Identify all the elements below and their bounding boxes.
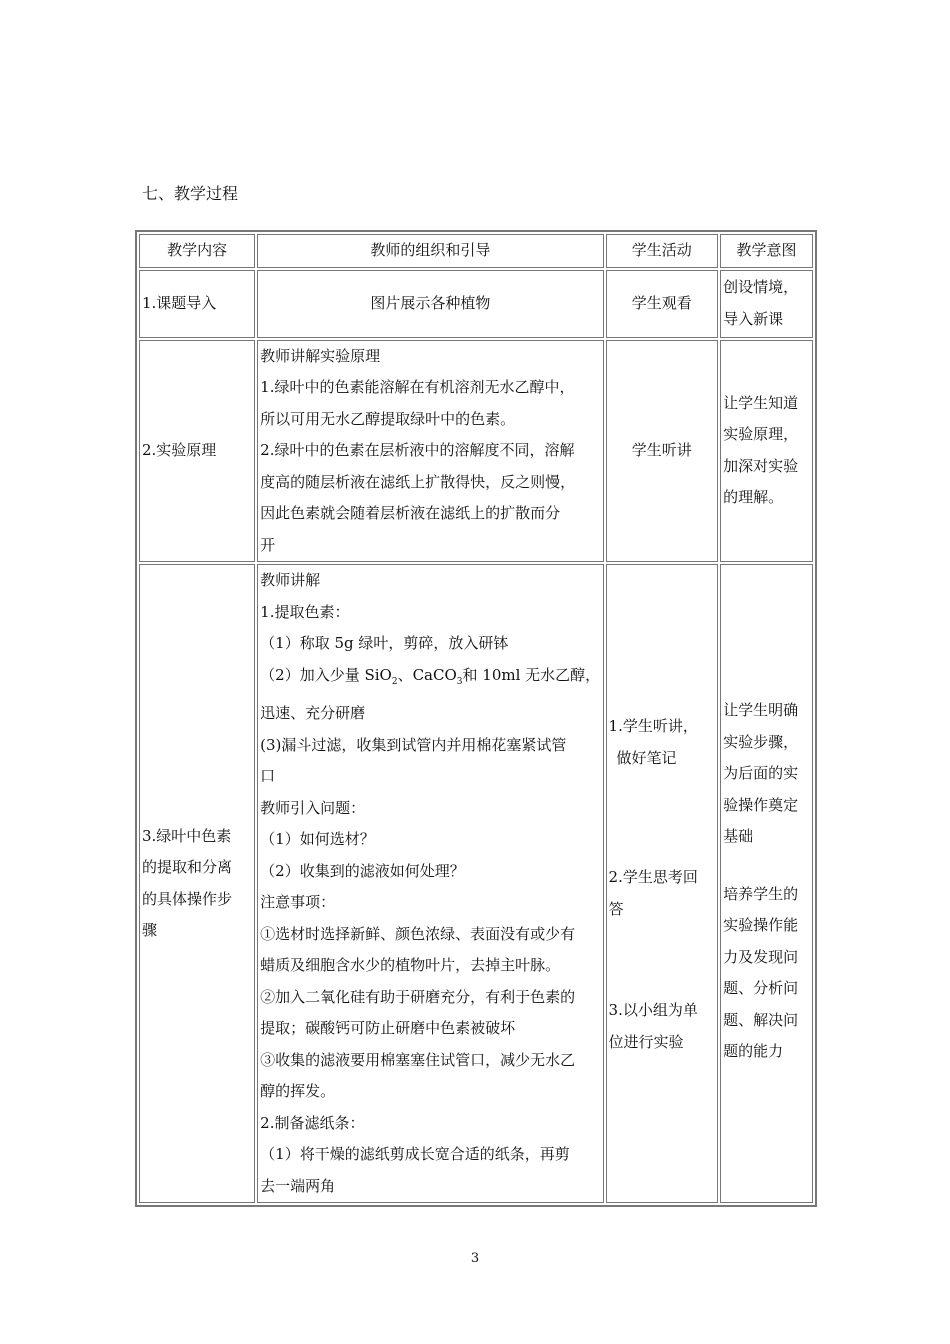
row3-intent-line: 题、解决问 (723, 1010, 799, 1029)
row1-activity: 学生观看 (606, 270, 719, 338)
row3-guidance-line: （1）称取 5g 绿叶，剪碎，放入研钵 (260, 634, 509, 652)
row2-intent-line: 的理解。 (723, 488, 784, 507)
row1-content: 1.课题导入 (139, 270, 255, 338)
row2-guidance (257, 340, 603, 563)
page-number: 3 (470, 1251, 480, 1266)
row3-guidance-line: (3)漏斗过滤，收集到试管内并用棉花塞紧试管 (260, 735, 567, 754)
row3-guidance-line: （2）收集到的滤液如何处理？ (260, 861, 465, 880)
row3-guidance-line: 教师引入问题： (260, 798, 366, 817)
row2-intent (720, 340, 813, 563)
row3-guidance (257, 564, 603, 1203)
row2-guidance-line: 因此色素就会随着层析液在滤纸上的扩散而分 (260, 504, 561, 522)
row3-guidance-line (260, 660, 600, 699)
row3-guidance-line: ③收集的滤液要用棉塞塞住试管口，减少无水乙 (260, 1050, 576, 1069)
table-row (139, 564, 813, 1203)
row3-guidance-line: 注意事项： (260, 893, 336, 911)
row3-activity (606, 564, 719, 1203)
row2-activity: 学生听讲 (606, 340, 719, 563)
teaching-process-table (135, 230, 817, 1207)
row2-guidance-line: 1.绿叶中的色素能溶解在有机溶剂无水乙醇中， (260, 378, 575, 396)
subscript: 2 (391, 676, 398, 687)
row2-guidance-line: 教师讲解实验原理 (260, 346, 381, 365)
section-heading: 七、教学过程 (142, 184, 239, 203)
row3-intent-line: 题、分析问 (723, 979, 799, 997)
row3-activity-line: 位进行实验 (608, 1032, 684, 1051)
row3-intent-line: 培养学生的 (723, 884, 799, 903)
row2-content: 2.实验原理 (139, 340, 255, 563)
row1-intent-line: 导入新课 (723, 309, 784, 328)
row3-guidance-line: ②加入二氧化硅有助于研磨充分，有利于色素的 (260, 987, 576, 1006)
row3-intent-line: 为后面的实 (723, 764, 799, 782)
row3-guidance-line: 去一端两角 (260, 1176, 336, 1195)
row3-guidance-line: 2.制备滤纸条： (260, 1113, 365, 1132)
reagent-text: （2）加入少量 SiO (260, 665, 392, 684)
spacer (609, 774, 716, 862)
table-row (139, 340, 813, 563)
row3-content-line: 的提取和分离 (142, 858, 233, 876)
row3-intent-line: 让学生明确 (723, 701, 799, 719)
row3-intent-line: 题的能力 (723, 1042, 784, 1060)
row3-guidance-line: ①选材时选择新鲜、颜色浓绿、表面没有或少有 (260, 924, 576, 943)
row3-intent-line: 实验操作能 (723, 916, 799, 934)
table-header-row (139, 234, 813, 268)
row3-content-line: 的具体操作步 (142, 889, 233, 908)
row2-intent-line: 加深对实验 (723, 456, 799, 475)
spacer (723, 853, 810, 879)
row2-intent-line: 实验原理， (723, 425, 799, 444)
row3-intent-line: 基础 (723, 827, 754, 845)
row3-guidance-line: 蜡质及细胞含水少的植物叶片，去掉主叶脉。 (260, 956, 561, 974)
row2-guidance-line: 所以可用无水乙醇提取绿叶中的色素。 (260, 409, 516, 428)
row3-activity-line: 2.学生思考回 (608, 868, 698, 886)
row3-intent-line: 力及发现问 (723, 947, 799, 966)
header-intent: 教学意图 (720, 234, 813, 268)
row2-guidance-line: 度高的随层析液在滤纸上扩散得快，反之则慢， (260, 472, 576, 491)
table-row (139, 270, 813, 338)
row3-intent (720, 564, 813, 1203)
row2-guidance-line: 2.绿叶中的色素在层析液中的溶解度不同，溶解 (260, 441, 575, 459)
row3-intent-line: 验操作奠定 (723, 795, 799, 814)
reagent-text: 、CaCO (397, 665, 457, 684)
row3-content-line: 骤 (142, 921, 158, 939)
row3-activity-line: 3.以小组为单 (608, 1001, 698, 1019)
header-activity: 学生活动 (606, 234, 719, 268)
row1-intent (720, 270, 813, 338)
row3-activity-line: 1.学生听讲， (608, 717, 698, 735)
row2-guidance-line: 开 (260, 535, 276, 554)
row3-content (139, 564, 255, 1203)
row3-guidance-line: 提取；碳酸钙可防止研磨中色素被破坏 (260, 1019, 516, 1037)
reagent-text: 和 10ml 无水乙醇， (462, 665, 601, 684)
header-content: 教学内容 (139, 234, 255, 268)
row3-activity-line: 答 (608, 899, 624, 918)
row2-intent-line: 让学生知道 (723, 393, 799, 412)
spacer (609, 925, 716, 995)
row3-activity-line: 做好笔记 (616, 748, 677, 767)
row1-guidance: 图片展示各种植物 (257, 270, 603, 338)
row3-guidance-line: （1）如何选材？ (260, 830, 375, 848)
row3-guidance-line: 醇的挥发。 (260, 1082, 336, 1100)
row3-intent-line: 实验步骤， (723, 732, 799, 751)
header-guidance: 教师的组织和引导 (257, 234, 603, 268)
row3-guidance-line: 口 (260, 767, 276, 785)
row3-guidance-line: 迅速、充分研磨 (260, 704, 366, 722)
row3-guidance-line: （1）将干燥的滤纸剪成长宽合适的纸条，再剪 (260, 1145, 570, 1163)
row3-guidance-line: 教师讲解 (260, 571, 321, 589)
row3-content-line: 3.绿叶中色素 (142, 826, 232, 845)
row1-intent-line: 创设情境， (723, 278, 799, 296)
row3-guidance-line: 1.提取色素： (260, 602, 350, 621)
subscript: 3 (456, 676, 463, 687)
